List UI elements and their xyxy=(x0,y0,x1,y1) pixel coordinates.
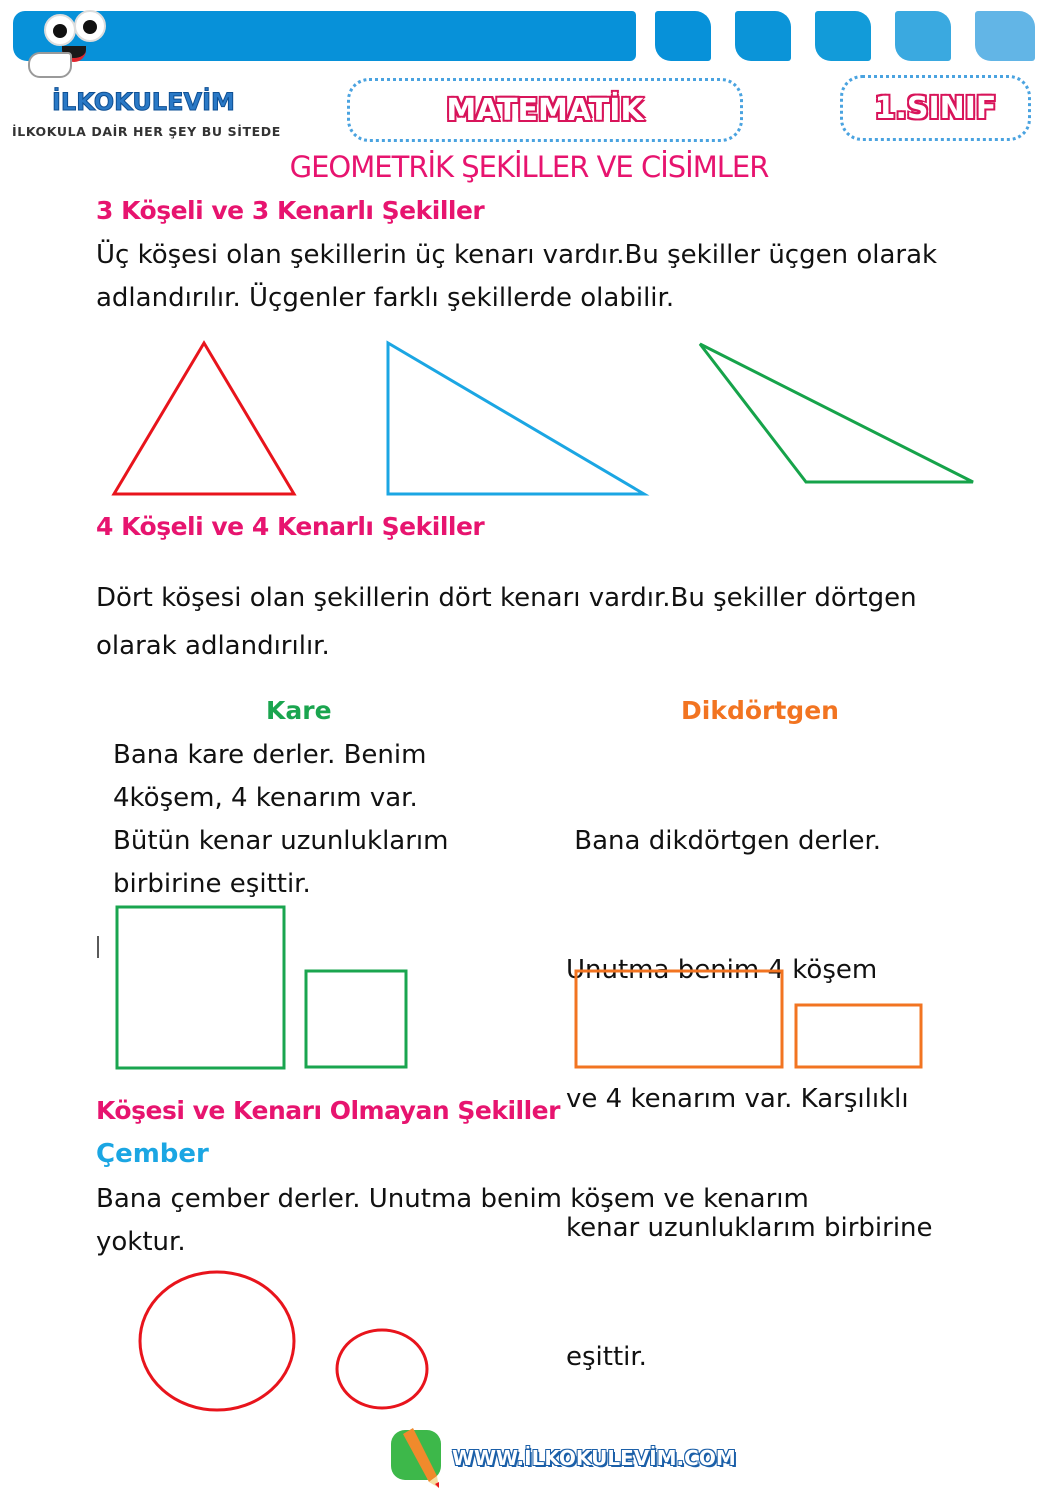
paragraph-line: Dört köşesi olan şekillerin dört kenarı vardır.Bu şekiller dörtgen xyxy=(96,583,917,613)
paragraph-line: Bana dikdörtgen derler. xyxy=(566,826,882,856)
section-heading-no-corners: Köşesi ve Kenarı Olmayan Şekiller xyxy=(96,1096,560,1125)
equilateral-triangle-shape xyxy=(114,343,294,494)
header-tile xyxy=(815,11,871,61)
small-rectangle-shape xyxy=(796,1005,921,1067)
footer-website-link[interactable]: WWW.İLKOKULEVİM.COM xyxy=(452,1446,736,1470)
triangles-figure xyxy=(0,330,1058,510)
section-heading-triangles: 3 Köşeli ve 3 Kenarlı Şekiller xyxy=(96,196,485,225)
large-square-shape xyxy=(117,907,284,1068)
section-heading-quadrilaterals: 4 Köşeli ve 4 Kenarlı Şekiller xyxy=(96,512,485,541)
header-tile xyxy=(655,11,711,61)
paragraph-line: birbirine eşittir. xyxy=(113,869,311,899)
site-tagline: İLKOKULA DAİR HER ŞEY BU SİTEDE xyxy=(12,124,281,139)
right-triangle-shape xyxy=(388,343,644,494)
paragraph-line: eşittir. xyxy=(566,1342,647,1372)
header-tile xyxy=(975,11,1035,61)
square-description xyxy=(113,734,448,906)
large-circle-shape xyxy=(140,1272,294,1410)
grade-badge xyxy=(840,75,1031,141)
small-circle-shape xyxy=(337,1330,427,1408)
paragraph-line: olarak adlandırılır. xyxy=(96,631,330,661)
mascot-eye xyxy=(44,14,76,46)
paragraph-line: Bütün kenar uzunluklarım xyxy=(113,826,449,856)
paragraph-line: yoktur. xyxy=(96,1227,186,1257)
header-tile xyxy=(735,11,791,61)
square-title: Kare xyxy=(266,696,332,725)
obtuse-triangle-shape xyxy=(700,344,973,482)
paragraph-line: Bana kare derler. Benim xyxy=(113,740,427,770)
mascot-eye xyxy=(74,10,106,42)
paragraph-line: ve 4 kenarım var. Karşılıklı xyxy=(566,1084,909,1114)
site-logo: İLKOKULEVİM xyxy=(52,88,235,116)
large-rectangle-shape xyxy=(576,971,782,1067)
page-title: GEOMETRİK ŞEKİLLER VE CİSİMLER xyxy=(289,150,769,184)
rectangle-title: Dikdörtgen xyxy=(681,696,839,725)
circles-figure xyxy=(0,1270,1058,1420)
paragraph-line: kenar uzunluklarım birbirine xyxy=(566,1213,933,1243)
header-tile xyxy=(895,11,951,61)
circle-paragraph xyxy=(96,1178,809,1264)
paragraph-line: adlandırılır. Üçgenler farklı şekillerde olabilir. xyxy=(96,283,675,313)
paragraph-line: Üç köşesi olan şekillerin üç kenarı vardır.Bu şekiller üçgen olarak xyxy=(96,240,938,270)
quadrilaterals-figure xyxy=(0,900,1058,1080)
circle-subheading: Çember xyxy=(96,1139,209,1169)
pencil-icon xyxy=(389,1422,449,1488)
paragraph-line: Bana çember derler. Unutma benim köşem ve kenarım xyxy=(96,1184,809,1214)
triangles-paragraph xyxy=(96,234,937,320)
subject-badge-label: MATEMATİK xyxy=(446,92,644,128)
subject-badge xyxy=(347,78,743,142)
quadrilaterals-paragraph xyxy=(96,574,917,670)
paragraph-line: 4köşem, 4 kenarım var. xyxy=(113,783,418,813)
grade-badge-label: 1.SINIF xyxy=(874,90,997,126)
small-square-shape xyxy=(306,971,406,1067)
pointing-hand-icon xyxy=(28,52,72,78)
paragraph-line: Unutma benim 4 köşem xyxy=(566,955,878,985)
pencil-logo-icon xyxy=(391,1430,441,1480)
